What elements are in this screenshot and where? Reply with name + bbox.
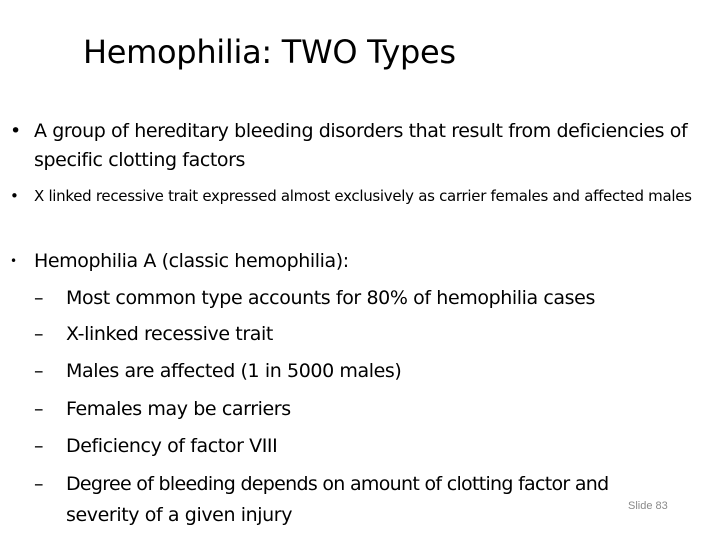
bullet-marker: •: [10, 254, 17, 268]
bullet-marker: •: [10, 187, 19, 205]
bullet-text: X linked recessive trait expressed almost exclusively as carrier females and affected males: [34, 187, 692, 205]
bullet-text: A group of hereditary bleeding disorders that result from deficiencies of specific clotting factors: [34, 120, 688, 171]
sub-bullet-text: severity of a given injury: [66, 504, 293, 526]
bullet-marker: •: [10, 120, 21, 142]
bullet-text: Hemophilia A (classic hemophilia):: [34, 250, 349, 272]
sub-bullet-marker: –: [34, 323, 44, 345]
sub-bullet-text: Females may be carriers: [66, 398, 291, 420]
sub-bullet-text: Deficiency of factor VIII: [66, 435, 278, 457]
sub-bullet-text: Most common type accounts for 80% of hemophilia cases: [66, 287, 595, 309]
slide-title: Hemophilia: TWO Types: [83, 33, 456, 71]
slide-number: Slide 83: [628, 500, 668, 512]
sub-bullet-text: X-linked recessive trait: [66, 323, 273, 345]
sub-bullet-text: Males are affected (1 in 5000 males): [66, 360, 402, 382]
sub-bullet-marker: –: [34, 435, 44, 457]
sub-bullet-marker: –: [34, 360, 44, 382]
sub-bullet-marker: –: [34, 398, 44, 420]
sub-bullet-marker: –: [34, 287, 44, 309]
sub-bullet-marker: –: [34, 473, 44, 495]
sub-bullet-text: Degree of bleeding depends on amount of clotting factor and: [66, 473, 609, 495]
